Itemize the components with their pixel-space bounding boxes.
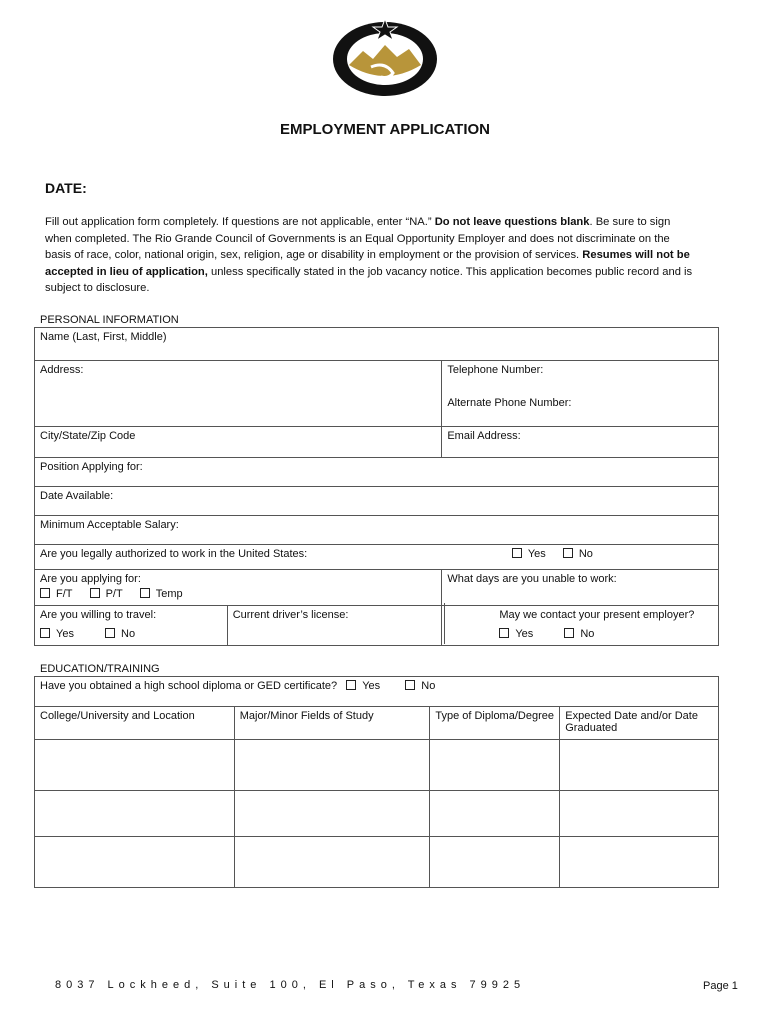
expected-cell[interactable]: [560, 740, 719, 791]
col-type-header: Type of Diploma/Degree: [430, 707, 560, 740]
contact-employer-field: May we contact your present employer? Yes No: [442, 606, 719, 646]
address-field[interactable]: Address:: [35, 361, 442, 427]
license-field[interactable]: Current driver’s license:: [227, 606, 442, 646]
authorized-no-option[interactable]: No: [563, 548, 593, 560]
name-field[interactable]: Name (Last, First, Middle): [35, 328, 719, 361]
checkbox-icon[interactable]: [405, 680, 415, 690]
divider: [444, 603, 445, 644]
applying-for-field: Are you applying for: F/T P/T Temp: [35, 570, 442, 606]
education-row: [35, 791, 719, 837]
type-cell[interactable]: [430, 740, 560, 791]
intro-paragraph: Fill out application form completely. If questions are not applicable, enter “NA.” Do not leave questions blank. Be sure to sign when completed. The Rio Grande Council of Governments is an Equal Opportunity Employer and does not discriminate on the basis of race, color, national origin, sex, religion, age or disability in employment or the provision of services. Resumes will not be accepted in lieu of application, unless specifically stated in the job vacancy notice. This application becomes public record and is subject to disclosure.: [45, 216, 693, 294]
ft-option[interactable]: F/T: [40, 588, 73, 600]
major-cell[interactable]: [234, 837, 430, 888]
major-cell[interactable]: [234, 740, 430, 791]
education-heading: EDUCATION/TRAINING: [40, 663, 160, 675]
travel-no-option[interactable]: No: [105, 628, 135, 640]
email-field[interactable]: Email Address:: [442, 427, 719, 458]
date-available-field[interactable]: Date Available:: [35, 487, 719, 516]
min-salary-field[interactable]: Minimum Acceptable Salary:: [35, 516, 719, 545]
checkbox-icon[interactable]: [512, 548, 522, 558]
rio-grande-council-logo: [331, 17, 439, 97]
pt-option[interactable]: P/T: [90, 588, 123, 600]
days-unable-field[interactable]: What days are you unable to work:: [442, 570, 719, 606]
col-college-header: College/University and Location: [35, 707, 235, 740]
contact-no-option[interactable]: No: [564, 628, 594, 640]
college-cell[interactable]: [35, 791, 235, 837]
checkbox-icon[interactable]: [563, 548, 573, 558]
education-row: [35, 740, 719, 791]
temp-option[interactable]: Temp: [140, 588, 183, 600]
authorized-yes-option[interactable]: Yes: [512, 548, 546, 560]
col-major-header: Major/Minor Fields of Study: [234, 707, 430, 740]
page-number: Page 1: [703, 980, 738, 992]
contact-yes-option[interactable]: Yes: [499, 628, 533, 640]
type-cell[interactable]: [430, 791, 560, 837]
education-row: [35, 837, 719, 888]
alt-phone-field[interactable]: Alternate Phone Number:: [442, 394, 719, 427]
checkbox-icon[interactable]: [40, 628, 50, 638]
personal-info-table: [34, 327, 719, 646]
diploma-no-option[interactable]: No: [405, 680, 435, 692]
position-field[interactable]: Position Applying for:: [35, 458, 719, 487]
travel-yes-option[interactable]: Yes: [40, 628, 74, 640]
major-cell[interactable]: [234, 791, 430, 837]
date-label: DATE:: [45, 180, 87, 196]
form-title: EMPLOYMENT APPLICATION: [280, 121, 490, 138]
diploma-yes-option[interactable]: Yes: [346, 680, 380, 692]
expected-cell[interactable]: [560, 837, 719, 888]
diploma-question-row: Have you obtained a high school diploma or GED certificate? Yes No: [35, 677, 719, 707]
checkbox-icon[interactable]: [90, 588, 100, 598]
city-state-zip-field[interactable]: City/State/Zip Code: [35, 427, 442, 458]
education-table: [34, 676, 719, 888]
checkbox-icon[interactable]: [564, 628, 574, 638]
personal-info-heading: PERSONAL INFORMATION: [40, 314, 179, 326]
checkbox-icon[interactable]: [105, 628, 115, 638]
checkbox-icon[interactable]: [499, 628, 509, 638]
authorized-options: [442, 545, 719, 570]
type-cell[interactable]: [430, 837, 560, 888]
college-cell[interactable]: [35, 740, 235, 791]
telephone-field[interactable]: Telephone Number:: [442, 361, 719, 394]
expected-cell[interactable]: [560, 791, 719, 837]
footer-address: 8037 Lockheed, Suite 100, El Paso, Texas 79925: [55, 979, 526, 991]
authorized-question: Are you legally authorized to work in the United States:: [35, 545, 442, 570]
college-cell[interactable]: [35, 837, 235, 888]
checkbox-icon[interactable]: [140, 588, 150, 598]
travel-field: Are you willing to travel: Yes No: [35, 606, 228, 646]
checkbox-icon[interactable]: [346, 680, 356, 690]
checkbox-icon[interactable]: [40, 588, 50, 598]
col-expected-header: Expected Date and/or Date Graduated: [560, 707, 719, 740]
